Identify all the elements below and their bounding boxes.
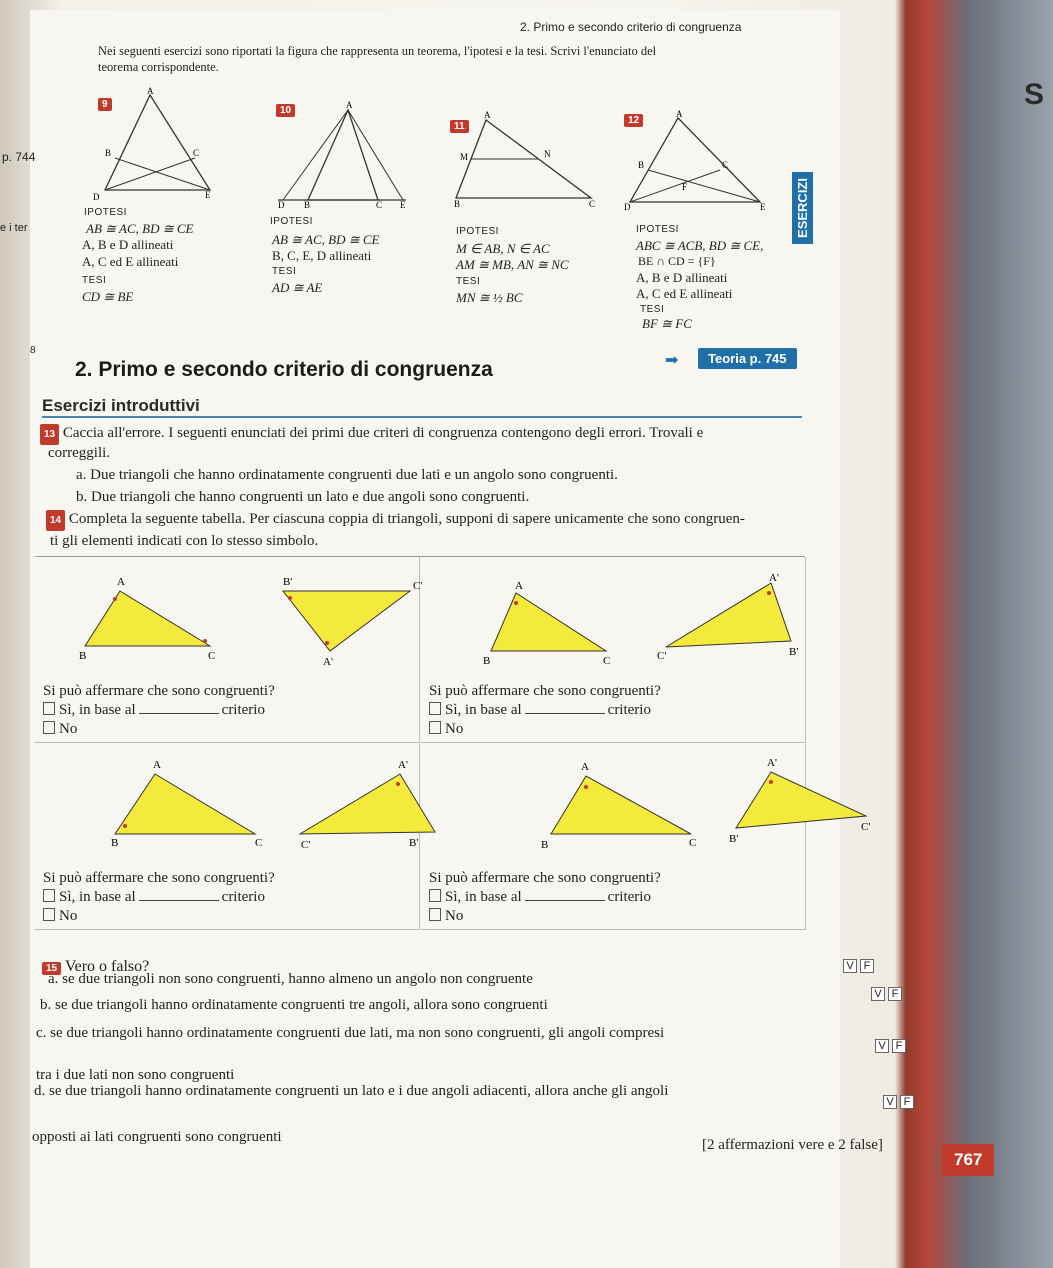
ex9-tesi-label: TESI [82, 275, 107, 286]
ex13-a: a. Due triangoli che hanno ordinatamente congruenti due lati e un angolo sono congruenti. [76, 467, 618, 483]
svg-text:D: D [624, 202, 631, 212]
page-number: 767 [942, 1144, 994, 1176]
intro-title: Esercizi introduttivi [42, 396, 200, 415]
ex14-cell-2-no: No [429, 721, 463, 738]
svg-text:E: E [760, 202, 766, 212]
ex10-badge: 10 [276, 100, 295, 118]
ex10-tesi-1: AD ≅ AE [272, 280, 323, 295]
checkbox[interactable] [429, 702, 441, 715]
ex15-d-1: d. se due triangoli hanno ordinatamente congruenti un lato e i due angoli adiacenti, allora anche gli angoli [34, 1083, 669, 1099]
ex14-cell-4-no: No [429, 908, 463, 925]
svg-text:A: A [484, 110, 491, 120]
svg-text:A: A [581, 761, 589, 773]
svg-text:A': A' [323, 656, 333, 668]
svg-text:M: M [460, 152, 469, 162]
svg-text:C: C [376, 200, 383, 210]
section-title: 2. Primo e secondo criterio di congruenza [75, 358, 493, 381]
svg-text:F: F [682, 182, 688, 192]
ex15-c-1: c. se due triangoli hanno ordinatamente congruenti due lati, ma non sono congruenti, gli angoli compresi [36, 1025, 665, 1041]
svg-text:A: A [147, 86, 154, 96]
ex14-cell-1-figure [65, 571, 425, 681]
ex9-ipotesi-2: A, B e D allineati [82, 237, 174, 252]
ex10-ipotesi-2: B, C, E, D allineati [272, 248, 372, 263]
svg-text:A: A [117, 576, 125, 588]
ex12-figure [620, 110, 780, 210]
ex15-title: 15 Vero o falso? [42, 958, 149, 976]
svg-text:B': B' [409, 837, 419, 849]
checkbox[interactable] [43, 702, 55, 715]
ex13-line-2: correggili. [48, 445, 111, 461]
blank-field[interactable] [525, 713, 605, 714]
svg-text:C': C' [861, 821, 871, 833]
running-head: 2. Primo e secondo criterio di congruenza [520, 20, 742, 34]
svg-text:A': A' [767, 757, 777, 769]
svg-text:B': B' [789, 646, 799, 658]
checkbox[interactable] [429, 908, 441, 921]
ex13-badge: 13 [40, 424, 59, 445]
svg-text:B': B' [729, 833, 739, 845]
svg-text:B: B [79, 650, 87, 662]
ex9-ipotesi-label: IPOTESI [84, 207, 127, 218]
ex14-cell-1-question: Si può affermare che sono congruenti? [43, 683, 275, 699]
ex15-d-2: opposti ai lati congruenti sono congruenti [32, 1129, 282, 1145]
svg-text:A': A' [769, 572, 779, 584]
svg-text:A: A [676, 109, 683, 119]
svg-text:C: C [722, 160, 729, 170]
ex10-figure [268, 100, 408, 210]
margin-note: e i ter [0, 222, 28, 234]
ex10-tesi-label: TESI [272, 266, 297, 277]
svg-text:B: B [454, 199, 461, 209]
svg-text:C': C' [413, 580, 423, 592]
ex9-ipotesi-1: AB ≅ AC, BD ≅ CE [86, 221, 194, 236]
ex12-ipotesi-1: ABC ≅ ACB, BD ≅ CE, [636, 238, 764, 253]
blank-field[interactable] [139, 900, 219, 901]
ex14-cell-3-question: Si può affermare che sono congruenti? [43, 870, 275, 886]
svg-text:B: B [638, 160, 645, 170]
ex10-ipotesi-label: IPOTESI [270, 216, 313, 227]
checkbox[interactable] [43, 908, 55, 921]
svg-text:E: E [205, 190, 211, 200]
svg-text:C: C [193, 148, 200, 158]
ex14-cell-1 [35, 557, 423, 743]
ex14-table [35, 556, 871, 933]
svg-text:B: B [304, 200, 311, 210]
teoria-link[interactable]: Teoria p. 745 [698, 348, 797, 369]
blank-field[interactable] [139, 713, 219, 714]
ex12-ipotesi-4: A, C ed E allineati [636, 286, 733, 301]
ex12-tesi-label: TESI [640, 304, 665, 315]
ex14-cell-2 [421, 557, 806, 743]
ex14-line-2: ti gli elementi indicati con lo stesso simbolo. [50, 533, 319, 549]
svg-text:B: B [541, 839, 549, 851]
svg-text:A: A [346, 100, 353, 110]
ex14-cell-3-figure [65, 754, 425, 874]
ex14-line-1: 14 Completa la seguente tabella. Per ciascuna coppia di triangoli, supponi di sapere unicamente che sono congruen- [46, 510, 826, 531]
ex14-cell-3-no: No [43, 908, 77, 925]
blank-field[interactable] [525, 900, 605, 901]
ex12-ipotesi-3: A, B e D allineati [636, 270, 728, 285]
ex13-line-1: 13 Caccia all'errore. I seguenti enunciati dei primi due criteri di congruenza contengono degli errori. Trovali e [40, 424, 820, 445]
margin-ref: p. 744 [2, 150, 36, 164]
margin-number: 8 [30, 345, 36, 356]
ex12-ipotesi-2: BE ∩ CD = {F} [638, 254, 716, 268]
svg-text:B': B' [283, 576, 293, 588]
svg-text:C: C [255, 837, 263, 849]
svg-text:A: A [515, 580, 523, 592]
ex11-ipotesi-label: IPOTESI [456, 226, 499, 237]
right-edge-letter: S [1024, 78, 1045, 111]
ex14-cell-2-question: Si può affermare che sono congruenti? [429, 683, 661, 699]
ex15-a: a. se due triangoli non sono congruenti, hanno almeno un angolo non congruente [48, 971, 533, 987]
ex15-c-vf: V F [872, 1036, 906, 1054]
ex15-vf-header: V F [840, 956, 874, 974]
ex9-figure [85, 86, 225, 210]
ex15-badge: 15 [42, 962, 61, 975]
checkbox[interactable] [43, 721, 55, 734]
checkbox[interactable] [429, 889, 441, 902]
svg-text:C: C [589, 199, 596, 209]
checkbox[interactable] [429, 721, 441, 734]
ex11-tesi-label: TESI [456, 276, 481, 287]
ex14-cell-1-no: No [43, 721, 77, 738]
ex12-tesi-1: BF ≅ FC [642, 316, 692, 331]
arrow-icon: ➡ [665, 352, 679, 369]
svg-text:B: B [483, 655, 491, 667]
ex15-d-vf: V F [880, 1092, 914, 1110]
ex14-cell-2-figure [471, 571, 801, 681]
svg-text:C: C [208, 650, 216, 662]
ex15-b: b. se due triangoli hanno ordinatamente congruenti tre angoli, allora sono congruenti [40, 997, 548, 1013]
ex9-ipotesi-3: A, C ed E allineati [82, 254, 179, 269]
svg-text:D: D [93, 192, 100, 202]
ex13-b: b. Due triangoli che hanno congruenti un lato e due angoli sono congruenti. [76, 489, 530, 505]
ex9-badge: 9 [98, 94, 112, 112]
svg-text:C': C' [657, 650, 667, 662]
checkbox[interactable] [43, 889, 55, 902]
ex11-tesi-1: MN ≅ ½ BC [456, 290, 523, 305]
ex14-cell-4-figure [481, 754, 871, 874]
ex9-tesi-1: CD ≅ BE [82, 289, 134, 304]
ex14-badge: 14 [46, 510, 65, 531]
svg-text:N: N [544, 149, 551, 159]
svg-text:A': A' [398, 759, 408, 771]
ex12-ipotesi-label: IPOTESI [636, 224, 679, 235]
ex11-badge: 11 [450, 116, 469, 134]
ex10-ipotesi-1: AB ≅ AC, BD ≅ CE [272, 232, 380, 247]
svg-text:B: B [111, 837, 119, 849]
intro-line-1: Nei seguenti esercizi sono riportati la figura che rappresenta un teorema, l'ipotesi e la tesi. Scrivi l'enunciato del [98, 44, 657, 58]
ex15-c-2: tra i due lati non sono congruenti [36, 1067, 235, 1083]
ex14-cell-4-yes: Sì, in base al criterio [429, 889, 651, 906]
section-rule [42, 416, 802, 418]
svg-text:D: D [278, 200, 285, 210]
intro-line-2: teorema corrispondente. [98, 60, 219, 74]
ex12-badge: 12 [624, 110, 643, 128]
svg-text:C: C [603, 655, 611, 667]
ex14-cell-3 [35, 744, 420, 930]
ex14-cell-1-yes: Sì, in base al criterio [43, 702, 265, 719]
svg-text:A: A [153, 759, 161, 771]
ex14-cell-4 [421, 744, 871, 930]
ex15-footer: [2 affermazioni vere e 2 false] [702, 1137, 883, 1153]
ex11-ipotesi-2: AM ≅ MB, AN ≅ NC [456, 257, 569, 272]
svg-text:C: C [689, 837, 697, 849]
ex14-cell-2-yes: Sì, in base al criterio [429, 702, 651, 719]
svg-text:E: E [400, 200, 406, 210]
ex14-cell-4-question: Si può affermare che sono congruenti? [429, 870, 661, 886]
ex15-a-vf: V F [868, 984, 902, 1002]
side-tab: ESERCIZI [792, 172, 813, 244]
svg-text:C': C' [301, 839, 311, 851]
svg-text:B: B [105, 148, 112, 158]
ex11-ipotesi-1: M ∈ AB, N ∈ AC [456, 241, 550, 256]
ex11-figure [446, 110, 606, 210]
ex14-cell-3-yes: Sì, in base al criterio [43, 889, 265, 906]
